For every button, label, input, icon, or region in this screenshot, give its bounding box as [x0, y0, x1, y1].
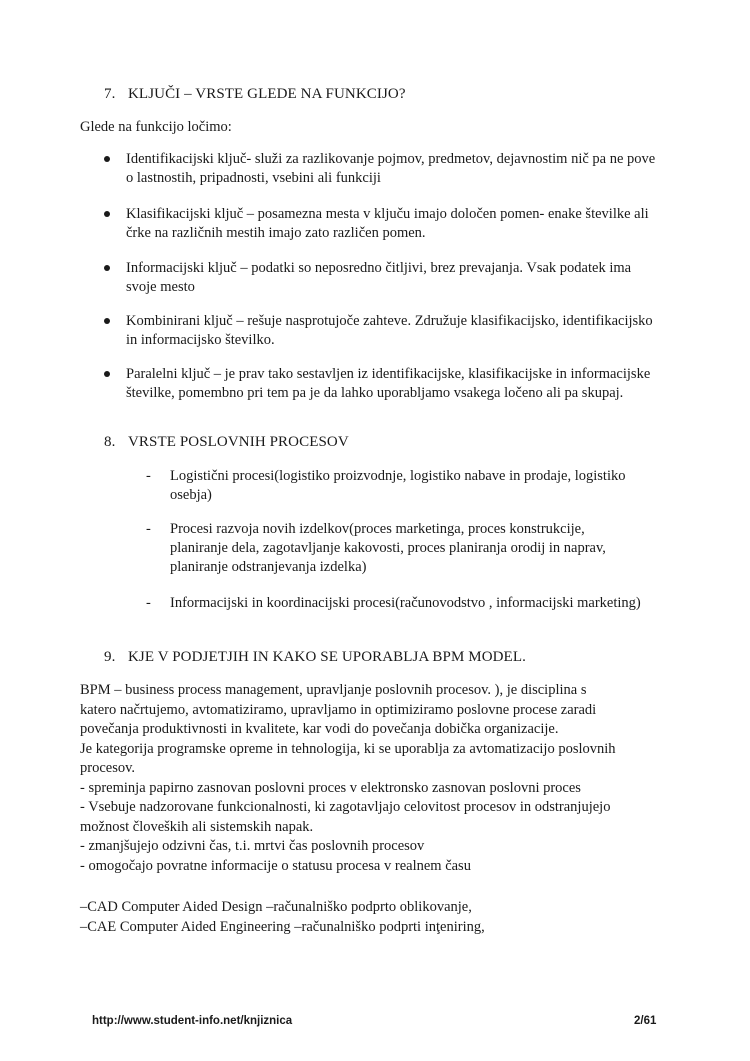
- list-item: Kombinirani ključ – rešuje nasprotujoče zahteve. Združuje klasifikacijsko, identifikacijsko in informacijsko številko.: [104, 312, 664, 350]
- bullet-icon: [104, 211, 110, 217]
- list-item: - Procesi razvoja novih izdelkov(proces marketinga, proces konstrukcije, planiranje dela, zagotavljanje kakovosti, proces planiranja orodij in naprav, planiranje odstranjevanja izdelka): [146, 521, 606, 575]
- text-line: - Vsebuje nadzorovane funkcionalnosti, ki zagotavljajo celovitost procesov in odstranjujejo: [80, 799, 611, 815]
- list-item: Identifikacijski ključ- služi za razlikovanje pojmov, predmetov, dejavnostim nič pa ne pove o lastnostih, pripadnosti, vsebini ali funkciji: [104, 150, 664, 188]
- bullet-icon: [104, 318, 110, 324]
- bullet-icon: [104, 156, 110, 162]
- text-line: Je kategorija programske opreme in tehnologija, ki se uporablja za avtomatizacijo poslovnih: [80, 740, 616, 757]
- dash-marker: -: [146, 595, 151, 611]
- bullet-icon: [104, 265, 110, 271]
- section-8-heading: [104, 434, 349, 451]
- text-line: BPM – business process management, upravljanje poslovnih procesov. ), je disciplina s: [80, 682, 587, 698]
- section-8-number: 8.: [104, 434, 116, 450]
- text-line: –CAE Computer Aided Engineering –računalniško podprti inţeniring,: [80, 918, 485, 935]
- text-line: možnost človeških ali sistemskih napak.: [80, 818, 314, 835]
- text-line: procesov.: [80, 760, 136, 776]
- section-9-number: 9.: [104, 649, 116, 665]
- text-line: povečanja produktivnosti in kvalitete, kar vodi do povečanja dobička organizacije.: [80, 721, 559, 737]
- text-line: - zmanjšujejo odzivni čas, t.i. mrtvi čas poslovnih procesov: [80, 838, 425, 854]
- list-item: Paralelni ključ – je prav tako sestavljen iz identifikacijske, klasifikacijske in informacijske številke, pomembno pri tem pa je da lahko uporabljamo vsakega ločeno ali pa skupaj.: [104, 365, 664, 403]
- section-8-title: VRSTE POSLOVNIH PROCESOV: [128, 434, 349, 450]
- text-line: –CAD Computer Aided Design –računalniško podprto oblikovanje,: [80, 899, 472, 915]
- text-line: - spreminja papirno zasnovan poslovni proces v elektronsko zasnovan poslovni proces: [80, 779, 581, 796]
- dash-marker: -: [146, 521, 151, 537]
- footer-url: http://www.student-info.net/knjiznica: [92, 1015, 293, 1027]
- section-9-title: KJE V PODJETJIH IN KAKO SE UPORABLJA BPM MODEL.: [128, 649, 526, 665]
- section-7-number: 7.: [104, 86, 116, 102]
- list-item: - Logistični procesi(logistiko proizvodnje, logistiko nabave in prodaje, logistiko osebja): [146, 468, 626, 503]
- footer-page-number: 2/61: [634, 1015, 657, 1027]
- section-7-title: KLJUČI – VRSTE GLEDE NA FUNKCIJO?: [128, 86, 406, 102]
- text-line: - omogočajo povratne informacije o statusu procesa v realnem času: [80, 857, 471, 874]
- list-item: Informacijski ključ – podatki so neposredno čitljivi, brez prevajanja. Vsak podatek ima svoje mesto: [104, 259, 664, 297]
- bullet-icon: [104, 371, 110, 377]
- section-7-intro: Glede na funkcijo ločimo:: [80, 119, 232, 135]
- section-9-body: [80, 681, 680, 876]
- section-9-heading: [104, 649, 526, 666]
- dash-marker: -: [146, 468, 151, 484]
- list-item: Klasifikacijski ključ – posamezna mesta v ključu imajo določen pomen- enake številke ali črke na različnih mestih imajo zato različen pomen.: [104, 205, 664, 243]
- section-7-heading: [104, 86, 406, 103]
- section-9-extra: [80, 898, 680, 937]
- text-line: katero načrtujemo, avtomatiziramo, upravljamo in optimiziramo poslovne procese zaradi: [80, 701, 597, 718]
- list-item: - Informacijski in koordinacijski procesi(računovodstvo , informacijski marketing): [146, 595, 641, 611]
